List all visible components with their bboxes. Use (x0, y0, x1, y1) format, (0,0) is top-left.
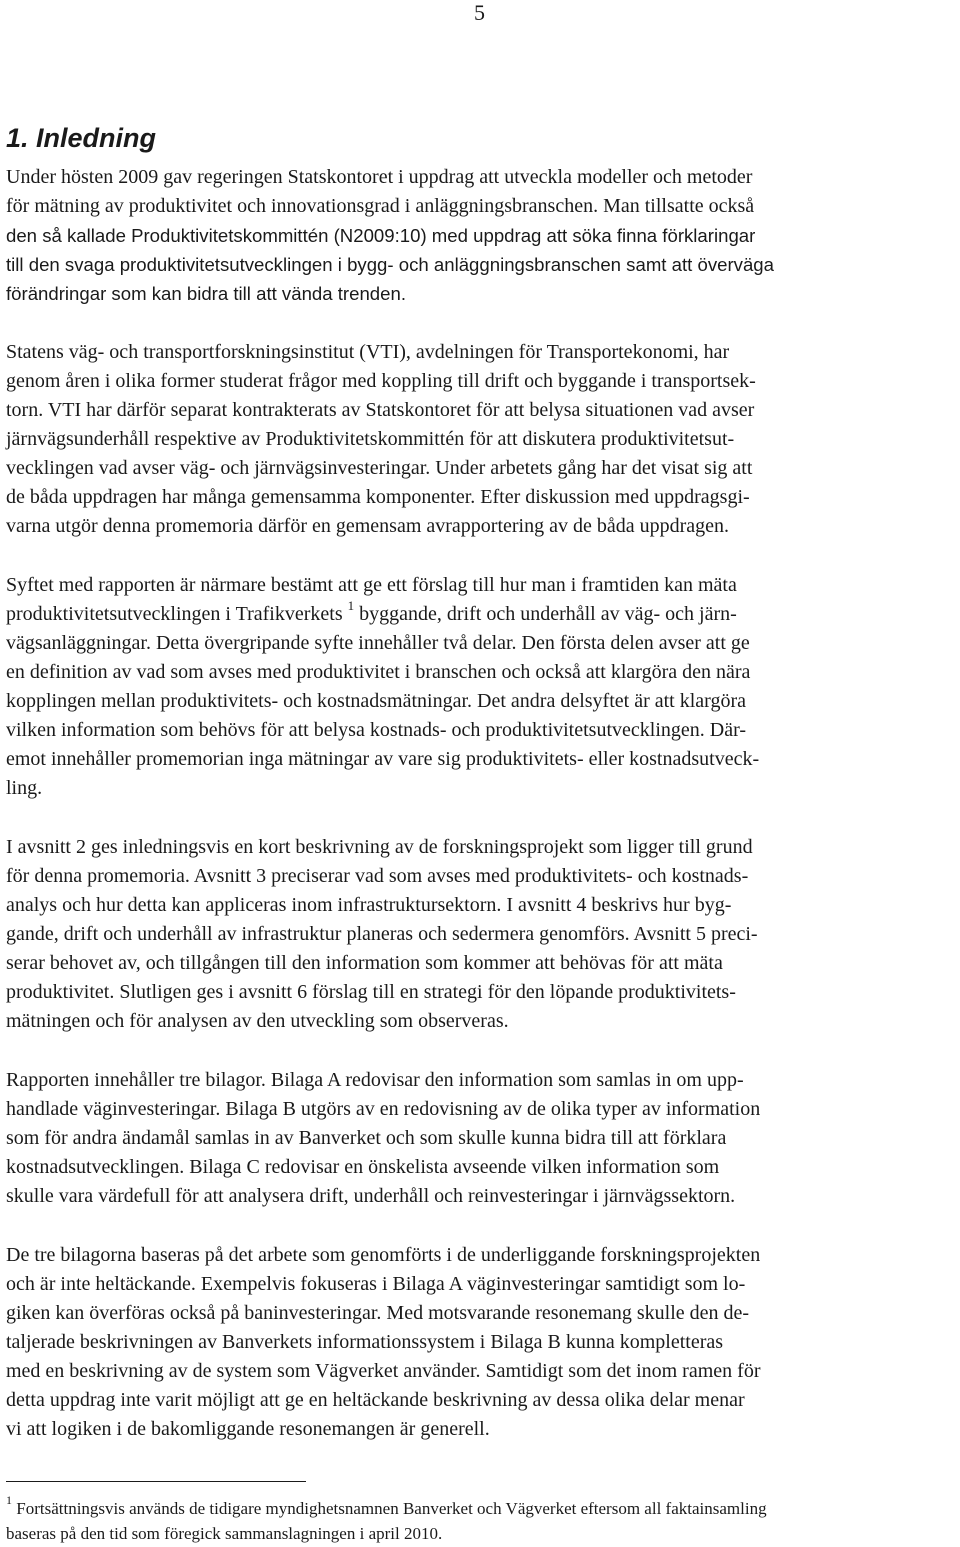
paragraph-line: vecklingen vad avser väg- och järnvägsinvesteringar. Under arbetets gång har det visat sig att (6, 457, 753, 479)
paragraph-line: Under hösten 2009 gav regeringen Statskontoret i uppdrag att utveckla modeller och metoder (6, 166, 753, 188)
paragraph-5 (6, 1066, 958, 1211)
paragraph-1 (6, 163, 958, 308)
paragraph-3 (6, 571, 958, 803)
footnote-text: Fortsättningsvis används de tidigare myndighetsnamnen Banverket och Vägverket eftersom all faktainsamling (12, 1499, 767, 1518)
section-heading: 1. Inledning (6, 123, 157, 153)
paragraph-line: ling. (6, 777, 43, 799)
paragraph-line: de båda uppdragen har många gemensamma komponenter. Efter diskussion med uppdragsgi- (6, 486, 750, 508)
page-number: 5 (474, 0, 485, 25)
paragraph-line: järnvägsunderhåll respektive av Produktivitetskommittén för att diskutera produktivitetsut- (6, 428, 735, 450)
paragraph-line: vilken information som behövs för att belysa kostnads- och produktivitetsutvecklingen. Där- (6, 719, 746, 741)
paragraph-2 (6, 338, 958, 541)
paragraph-line (6, 600, 958, 629)
paragraph-line: till den svaga produktivitetsutvecklingen i bygg- och anläggningsbranschen samt att överväga (6, 254, 774, 275)
paragraph-line: handlade väginvesteringar. Bilaga B utgörs av en redovisning av de olika typer av information (6, 1098, 761, 1120)
paragraph-line: vägsanläggningar. Detta övergripande syfte innehåller två delar. Den första delen avser att ge (6, 632, 750, 654)
footnote-divider (6, 1481, 306, 1482)
paragraph-line: taljerade beskrivningen av Banverkets informationssystem i Bilaga B kunna kompletteras (6, 1331, 724, 1353)
footnote-marker: 1 (6, 1493, 12, 1508)
paragraph-line: med en beskrivning av de system som Vägverket använder. Samtidigt som det inom ramen för (6, 1360, 761, 1382)
paragraph-line: De tre bilagorna baseras på det arbete som genomförts i de underliggande forskningsprojekten (6, 1244, 761, 1266)
paragraph-line: serar behovet av, och tillgången till den information som kommer att behövas för att mäta (6, 952, 723, 974)
paragraph-6 (6, 1241, 958, 1444)
paragraph-line: detta uppdrag inte varit möjligt att ge en heltäckande beskrivning av dessa olika delar menar (6, 1389, 745, 1411)
footnote-reference[interactable]: 1 (347, 598, 355, 614)
paragraph-line: emot innehåller promemorian inga mätningar av vare sig produktivitets- eller kostnadsutveck- (6, 748, 760, 770)
footnote (6, 1493, 958, 1546)
paragraph-line: Rapporten innehåller tre bilagor. Bilaga A redovisar den information som samlas in om upp- (6, 1069, 744, 1091)
paragraph-line: Statens väg- och transportforskningsinstitut (VTI), avdelningen för Transportekonomi, har (6, 341, 730, 363)
paragraph-line: analys och hur detta kan appliceras inom infrastruktursektorn. I avsnitt 4 beskrivs hur byg- (6, 894, 732, 916)
line-text: produktivitetsutvecklingen i Trafikverkets (6, 603, 348, 625)
paragraph-line: förändringar som kan bidra till att vända trenden. (6, 283, 406, 304)
paragraph-line: skulle vara värdefull för att analysera drift, underhåll och reinvesteringar i järnvägssektorn. (6, 1185, 736, 1207)
paragraph-line: för mätning av produktivitet och innovationsgrad i anläggningsbranschen. Man tillsatte också (6, 195, 755, 217)
paragraph-line: och är inte heltäckande. Exempelvis fokuseras i Bilaga A väginvesteringar samtidigt som lo- (6, 1273, 746, 1295)
paragraph-line: I avsnitt 2 ges inledningsvis en kort beskrivning av de forskningsprojekt som ligger till grund (6, 836, 753, 858)
paragraph-line: mätningen och för analysen av den utveckling som observeras. (6, 1010, 509, 1032)
paragraph-line: vi att logiken i de bakomliggande resonemangen är generell. (6, 1418, 490, 1440)
paragraph-line: som för andra ändamål samlas in av Banverket och som skulle kunna bidra till att förklara (6, 1127, 727, 1149)
paragraph-line: Syftet med rapporten är närmare bestämt att ge ett förslag till hur man i framtiden kan mäta (6, 574, 737, 596)
paragraph-line: kopplingen mellan produktivitets- och kostnadsmätningar. Det andra delsyftet är att klargöra (6, 690, 746, 712)
paragraph-line: giken kan överföras också på baninvesteringar. Med motsvarande resonemang skulle den de- (6, 1302, 750, 1324)
paragraph-line: varna utgör denna promemoria därför en gemensam avrapportering av de båda uppdragen. (6, 515, 730, 537)
paragraph-line: genom åren i olika former studerat frågor med koppling till drift och byggande i transportsek- (6, 370, 756, 392)
footnote-line: baseras på den tid som föregick sammanslagningen i april 2010. (6, 1524, 443, 1543)
paragraph-4 (6, 833, 958, 1036)
footnote-line (6, 1493, 958, 1521)
paragraph-line: torn. VTI har därför separat kontrakterats av Statskontoret för att belysa situationen vad avser (6, 399, 755, 421)
paragraph-line: den så kallade Produktivitetskommittén (N2009:10) med uppdrag att söka finna förklaringar (6, 225, 756, 246)
line-text: byggande, drift och underhåll av väg- och järn- (354, 603, 737, 625)
paragraph-line: produktivitet. Slutligen ges i avsnitt 6 förslag till en strategi för den löpande produktivitets- (6, 981, 736, 1003)
paragraph-line: kostnadsutvecklingen. Bilaga C redovisar en önskelista avseende vilken information som (6, 1156, 720, 1178)
paragraph-line: för denna promemoria. Avsnitt 3 preciserar vad som avses med produktivitets- och kostnads- (6, 865, 749, 887)
paragraph-line: gande, drift och underhåll av infrastruktur planeras och sedermera genomförs. Avsnitt 5 preci- (6, 923, 758, 945)
paragraph-line: en definition av vad som avses med produktivitet i branschen och också att klargöra den nära (6, 661, 751, 683)
